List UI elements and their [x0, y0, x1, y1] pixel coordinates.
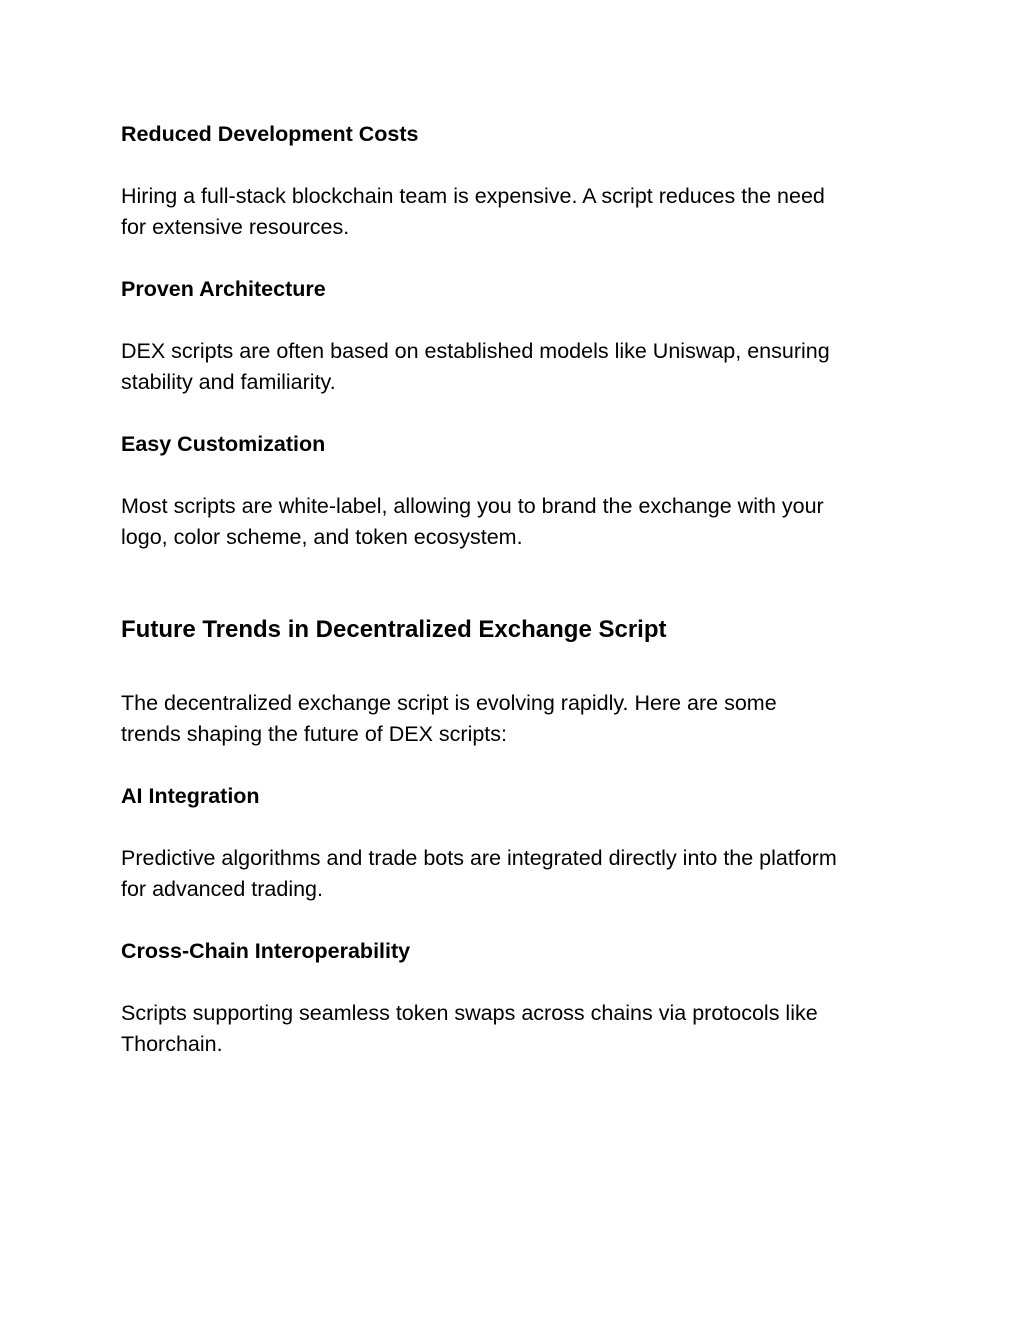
trend-heading-ai-integration: AI Integration — [121, 784, 260, 808]
body-line: Most scripts are white-label, allowing you to brand the exchange with your — [121, 494, 824, 518]
section-body-proven-architecture — [121, 336, 911, 398]
body-line: trends shaping the future of DEX scripts: — [121, 722, 508, 746]
body-line: logo, color scheme, and token ecosystem. — [121, 525, 523, 549]
body-line: stability and familiarity. — [121, 370, 336, 394]
section-heading-easy-customization: Easy Customization — [121, 432, 326, 456]
trend-heading-cross-chain: Cross-Chain Interoperability — [121, 939, 411, 963]
body-line: Predictive algorithms and trade bots are integrated directly into the platform — [121, 846, 837, 870]
body-line: Hiring a full-stack blockchain team is expensive. A script reduces the need — [121, 184, 825, 208]
section-heading-proven-architecture: Proven Architecture — [121, 277, 326, 301]
trends-title: Future Trends in Decentralized Exchange Script — [121, 616, 667, 643]
section-body-easy-customization — [121, 491, 911, 553]
body-line: The decentralized exchange script is evolving rapidly. Here are some — [121, 691, 777, 715]
body-line: Thorchain. — [121, 1032, 223, 1056]
trend-body-cross-chain — [121, 998, 911, 1060]
section-body-reduced-costs — [121, 181, 911, 243]
section-heading-reduced-costs: Reduced Development Costs — [121, 122, 419, 146]
trend-body-ai-integration — [121, 843, 911, 905]
trends-intro — [121, 688, 911, 750]
body-line: DEX scripts are often based on established models like Uniswap, ensuring — [121, 339, 830, 363]
body-line: Scripts supporting seamless token swaps across chains via protocols like — [121, 1001, 818, 1025]
body-line: for extensive resources. — [121, 215, 350, 239]
body-line: for advanced trading. — [121, 877, 323, 901]
